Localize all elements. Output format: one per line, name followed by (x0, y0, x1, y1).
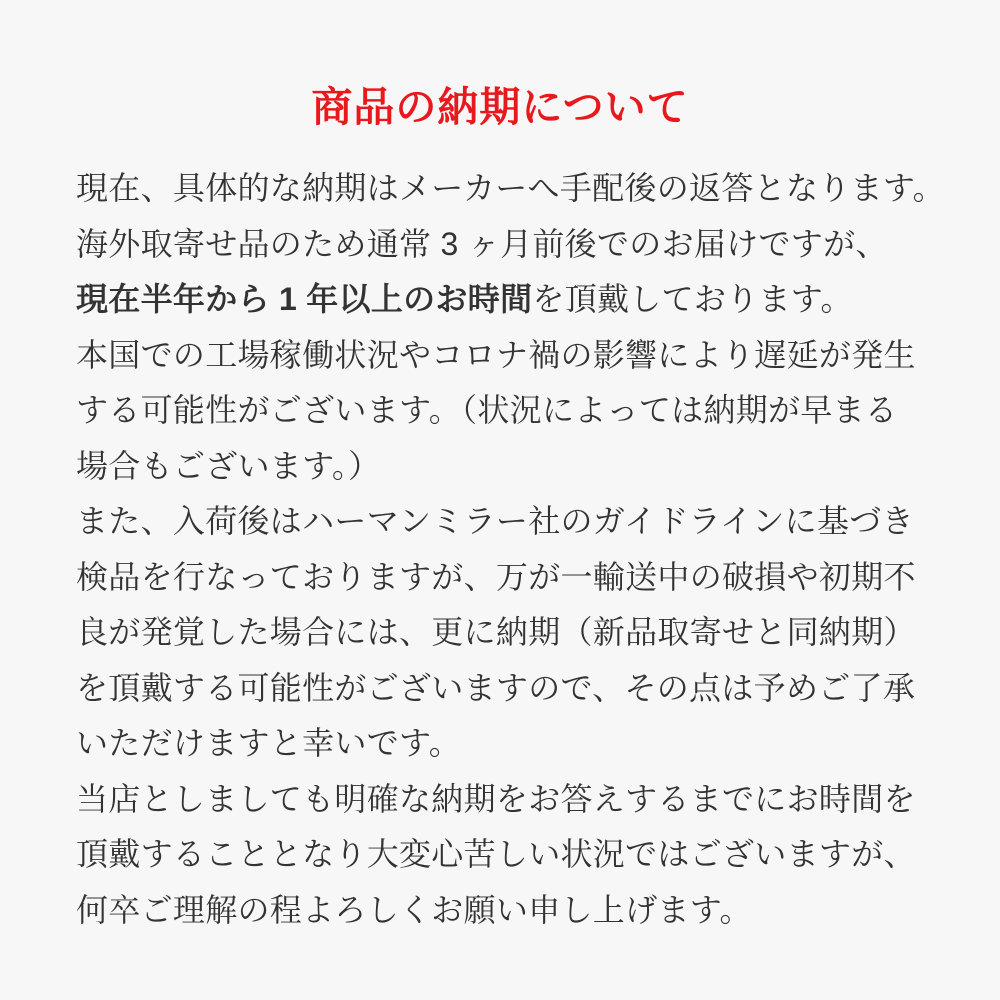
text-line: 検品を行なっておりますが、万が一輸送中の破損や初期不 (76, 558, 916, 595)
text-line: いただけますと幸いです。 (76, 725, 462, 761)
text-line: 良が発覚した場合には、更に納期（新品取寄せと同納期） (76, 614, 916, 650)
text-line: また、入荷後はハーマンミラー社のガイドラインに基づき (76, 503, 914, 539)
text-line: 海外取寄せ品のため通常 3 ヶ月前後でのお届けですが、 (76, 225, 888, 262)
text-line: する可能性がございます。（状況によっては納期が早まる (76, 392, 898, 428)
text-line: 当店としましても明確な納期をお答えするまでにお時間を (76, 780, 916, 817)
text-line: 頂戴することとなり大変心苦しい状況ではございますが、 (76, 836, 916, 872)
notice-body-text (0, 161, 1000, 938)
page-title: 商品の納期について (311, 84, 689, 130)
text-line: 現在半年から 1 年以上のお時間を頂戴しております。 (76, 281, 853, 317)
bold-text-segment: 現在半年から 1 年以上のお時間 (76, 281, 533, 317)
text-line: 現在、具体的な納期はメーカーへ手配後の返答となります。 (76, 170, 945, 206)
text-line: 場合もございます。） (76, 447, 381, 484)
text-line: 何卒ご理解の程よろしくお願い申し上げます。 (76, 891, 752, 928)
text-line: を頂戴する可能性がございますので、その点は予めご了承 (76, 669, 916, 706)
text-line: 本国での工場稼働状況やコロナ禍の影響により遅延が発生 (76, 336, 916, 373)
